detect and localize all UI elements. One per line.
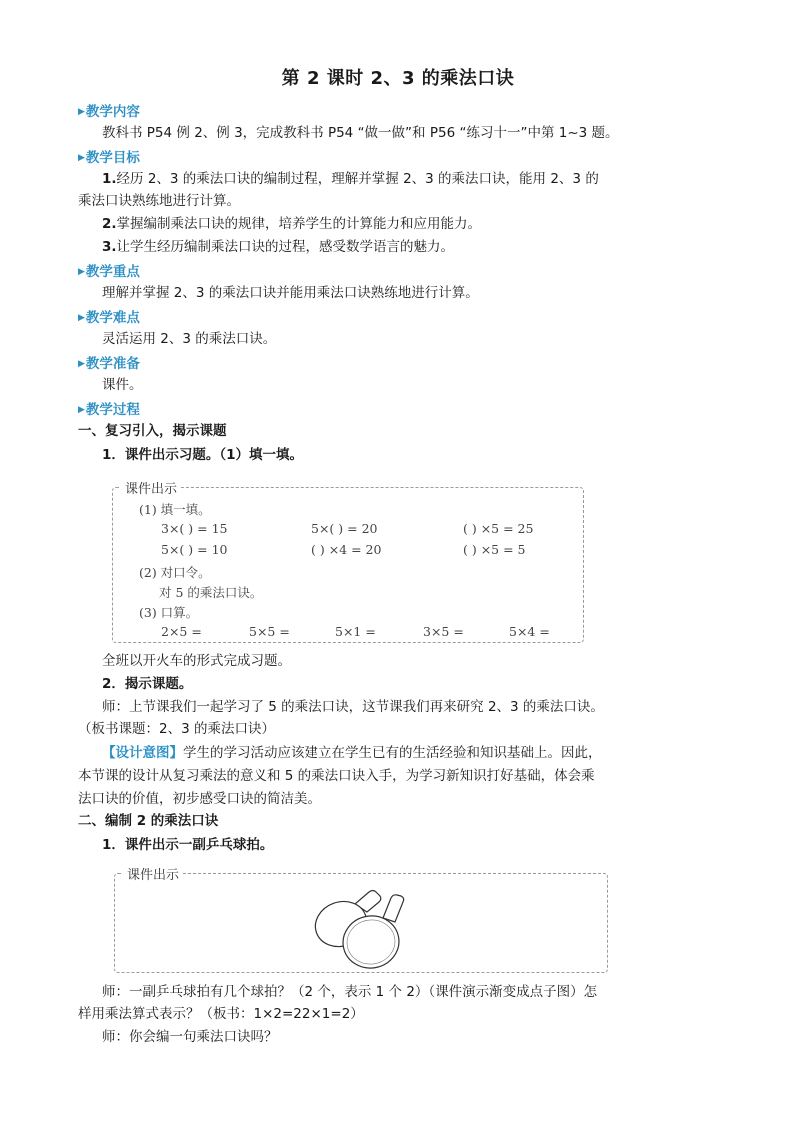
part1-step2: 2．揭示课题。	[102, 676, 193, 692]
triangle-bullet-icon: ▶	[78, 405, 85, 415]
design-intent-line-2: 本节课的设计从复习乘法的意义和 5 的乘法口诀入手，为学习新知识打好基础，体会乘	[78, 768, 595, 784]
question-line-3: 师：你会编一句乘法口诀吗？	[102, 1029, 278, 1045]
content-text: 教科书 P54 例 2、例 3，完成教科书 P54 “做一做”和 P56 “练习十一”中第 1~3 题。	[102, 125, 619, 141]
ex-item: 3×5 =	[423, 624, 464, 639]
ex-heading-3: (3) 口算。	[139, 605, 199, 620]
ex-item: ( ) ×5 = 5	[463, 542, 526, 557]
design-intent-line-3: 法口诀的价值，初步感受口诀的简洁美。	[78, 791, 321, 807]
goal-3: 3.让学生经历编制乘法口诀的过程，感受数学语言的魅力。	[102, 239, 455, 255]
triangle-bullet-icon: ▶	[78, 153, 85, 163]
ex-item: 2×5 =	[161, 624, 202, 639]
goal-1-line-1: 1.经历 2、3 的乘法口诀的编制过程，理解并掌握 2、3 的乘法口诀，能用 2、3 的	[102, 171, 599, 187]
design-intent-line-1: 【设计意图】学生的学习活动应该建立在学生已有的生活经验和知识基础上。因此，	[102, 745, 602, 761]
part1-heading: 一、复习引入，揭示课题	[78, 423, 227, 439]
triangle-bullet-icon: ▶	[78, 313, 85, 323]
teacher-line-2: （板书课题：2、3 的乘法口诀）	[78, 721, 275, 737]
section-heading-process: ▶教学过程	[78, 402, 140, 418]
section-heading-goals: ▶教学目标	[78, 150, 140, 166]
triangle-bullet-icon: ▶	[78, 359, 85, 369]
ex-item: ( ) ×4 = 20	[311, 542, 382, 557]
courseware-box-paddles	[114, 868, 608, 973]
section-heading-key: ▶教学重点	[78, 264, 140, 280]
section-heading-prep: ▶教学准备	[78, 356, 140, 372]
design-intent-tag: 【设计意图】	[102, 745, 183, 761]
teacher-line-1: 师：上节课我们一起学习了 5 的乘法口诀，这节课我们再来研究 2、3 的乘法口诀。	[102, 699, 604, 715]
triangle-bullet-icon: ▶	[78, 107, 85, 117]
ex-item: 3×( ) = 15	[161, 521, 228, 536]
part2-step1: 1．课件出示一副乒乓球拍。	[102, 837, 274, 853]
difficulty-text: 灵活运用 2、3 的乘法口诀。	[102, 331, 277, 347]
triangle-bullet-icon: ▶	[78, 267, 85, 277]
ping-pong-paddles-icon	[311, 888, 415, 972]
box-label: 课件出示	[123, 864, 183, 883]
ex-item: ( ) ×5 = 25	[463, 521, 534, 536]
key-text: 理解并掌握 2、3 的乘法口诀并能用乘法口诀熟练地进行计算。	[102, 285, 479, 301]
question-line-1: 师：一副乒乓球拍有几个球拍？（2 个，表示 1 个 2）（课件演示渐变成点子图）怎	[102, 984, 598, 1000]
ex-item: 5×1 =	[335, 624, 376, 639]
goal-2: 2.掌握编制乘法口诀的规律，培养学生的计算能力和应用能力。	[102, 216, 482, 232]
ex-item: 5×5 =	[249, 624, 290, 639]
courseware-box-exercises	[112, 482, 584, 643]
part1-step1: 1．课件出示习题。（1）填一填。	[102, 447, 304, 463]
ex-heading-1: (1) 填一填。	[139, 502, 211, 517]
part2-heading: 二、编制 2 的乘法口诀	[78, 813, 219, 829]
ex-item: 5×4 =	[509, 624, 550, 639]
ex-text-2: 对 5 的乘法口诀。	[159, 585, 263, 600]
question-line-2: 样用乘法算式表示？（板书：1×2=22×1=2）	[78, 1006, 364, 1022]
box-label: 课件出示	[121, 478, 181, 497]
after-exercise-text: 全班以开火车的形式完成习题。	[102, 653, 291, 669]
section-heading-content: ▶教学内容	[78, 104, 140, 120]
ex-item: 5×( ) = 20	[311, 521, 378, 536]
ex-item: 5×( ) = 10	[161, 542, 228, 557]
section-heading-difficulty: ▶教学难点	[78, 310, 140, 326]
prep-text: 课件。	[102, 377, 143, 393]
goal-1-line-2: 乘法口诀熟练地进行计算。	[78, 193, 240, 209]
ex-heading-2: (2) 对口令。	[139, 565, 211, 580]
page-title: 第 2 课时 2、3 的乘法口诀	[281, 68, 515, 89]
